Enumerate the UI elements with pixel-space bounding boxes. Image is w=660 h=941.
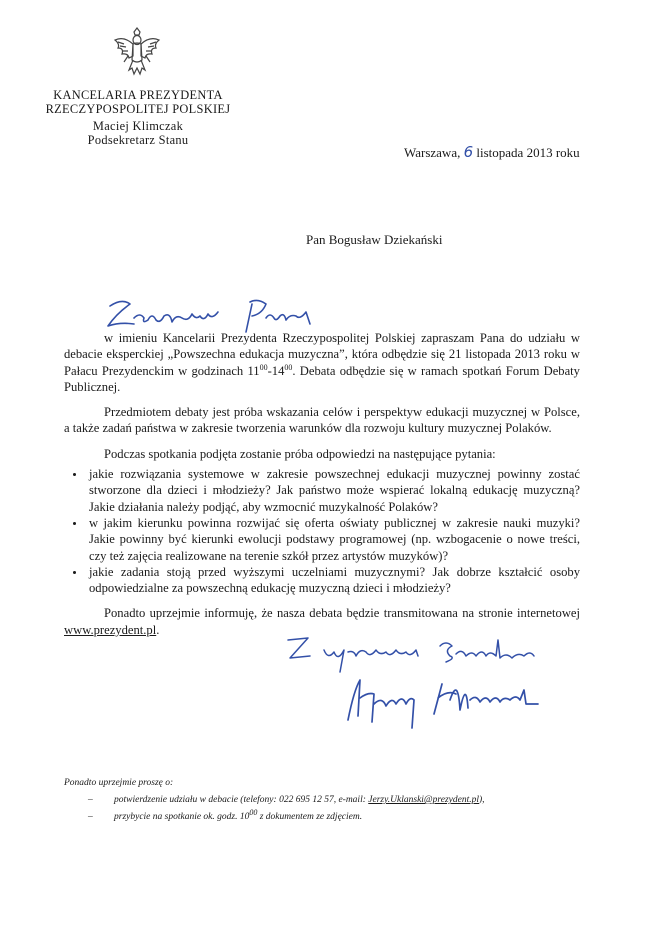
paragraph-invitation: w imieniu Kancelarii Prezydenta Rzeczypospolitej Polskiej zapraszam Pana do udziału w debacie eksperckiej „Powszechna edukacja muzyczna”, która odbędzie się 21 listopada 2013 roku w Pałacu Prezydenckim w godzinach $11^{00}-14^{00}$. Debata odbędzie się w ramach spotkań Forum Debaty Publicznej. bbox=[64, 331, 580, 394]
sender-name: Maciej Klimczak bbox=[92, 119, 184, 133]
sender-position: Podsekretarz Stanu bbox=[87, 133, 189, 147]
list-item: • jakie zadania stoją przed wyższymi uczelniami muzycznymi? Jak dobrze kształcić osoby odpowiedzialne za powszechną edukację muzyczną dzieci i młodzieży? bbox=[86, 564, 580, 597]
addressee: Pan Bogusław Dziekański bbox=[306, 232, 443, 247]
list-item: • jakie rozwiązania systemowe w zakresie powszechnej edukacji muzycznej powinny zostać stworzone dla dzieci i młodzieży? Jak państwo może wspierać lokalną edukację muzyczną? Jakie działania należy podjąć, aby wzmocnić muzykalność Polaków? bbox=[86, 466, 580, 515]
date-day-handwritten: 6 bbox=[463, 143, 474, 161]
org-name-line-2: RZECZYPOSPOLITEJ POLSKIEJ bbox=[45, 102, 231, 116]
list-item: • w jakim kierunku powinna rozwijać się oferta oświaty publicznej w zakresie nauki muzyki? Jakie powinny być kierunki ewolucji podstawy programowej (np. wzbogacenie o nowe treści, czy też zajęcia realizowane na terenie szkół przez artystów muzyków)? bbox=[86, 515, 580, 564]
org-name-line-1: KANCELARIA PREZYDENTA bbox=[53, 88, 223, 102]
website-link[interactable]: www.prezydent.pl bbox=[64, 622, 157, 637]
paragraph-questions-intro: Podczas spotkania podjęta zostanie próba odpowiedzi na następujące pytania: bbox=[104, 446, 496, 461]
footer-intro: Ponadto uprzejmie proszę o: bbox=[64, 778, 174, 788]
date-rest: listopada 2013 roku bbox=[476, 145, 580, 160]
date-city: Warszawa, bbox=[404, 145, 461, 160]
footer-item-confirmation: – potwierdzenie udziału w debacie (telefony: 022 695 12 57, e-mail: Jerzy.Uklanski@prezydent.pl), bbox=[88, 795, 485, 805]
handwritten-signature bbox=[338, 670, 548, 730]
polish-eagle-icon bbox=[112, 26, 162, 80]
letter-body bbox=[64, 330, 580, 647]
footer-item-arrival: – przybycie na spotkanie ok. godz. $10^{00}$ z dokumentem ze zdjęciem. bbox=[88, 807, 363, 822]
paragraph-broadcast: Ponadto uprzejmie informuję, że nasza debata będzie transmitowana na stronie internetowej www.prezydent.pl. bbox=[64, 606, 580, 637]
letter-date bbox=[404, 143, 580, 161]
email-link[interactable]: Jerzy.Uklanski@prezydent.pl bbox=[368, 795, 480, 805]
questions-list bbox=[64, 466, 580, 596]
letterhead bbox=[0, 88, 276, 147]
footer-notes bbox=[64, 775, 564, 826]
paragraph-subject: Przedmiotem debaty jest próba wskazania celów i perspektyw edukacji muzycznej w Polsce, a także zadań państwa w zakresie tworzenia warunków dla rozwoju kultury muzycznej Polaków. bbox=[64, 405, 580, 436]
